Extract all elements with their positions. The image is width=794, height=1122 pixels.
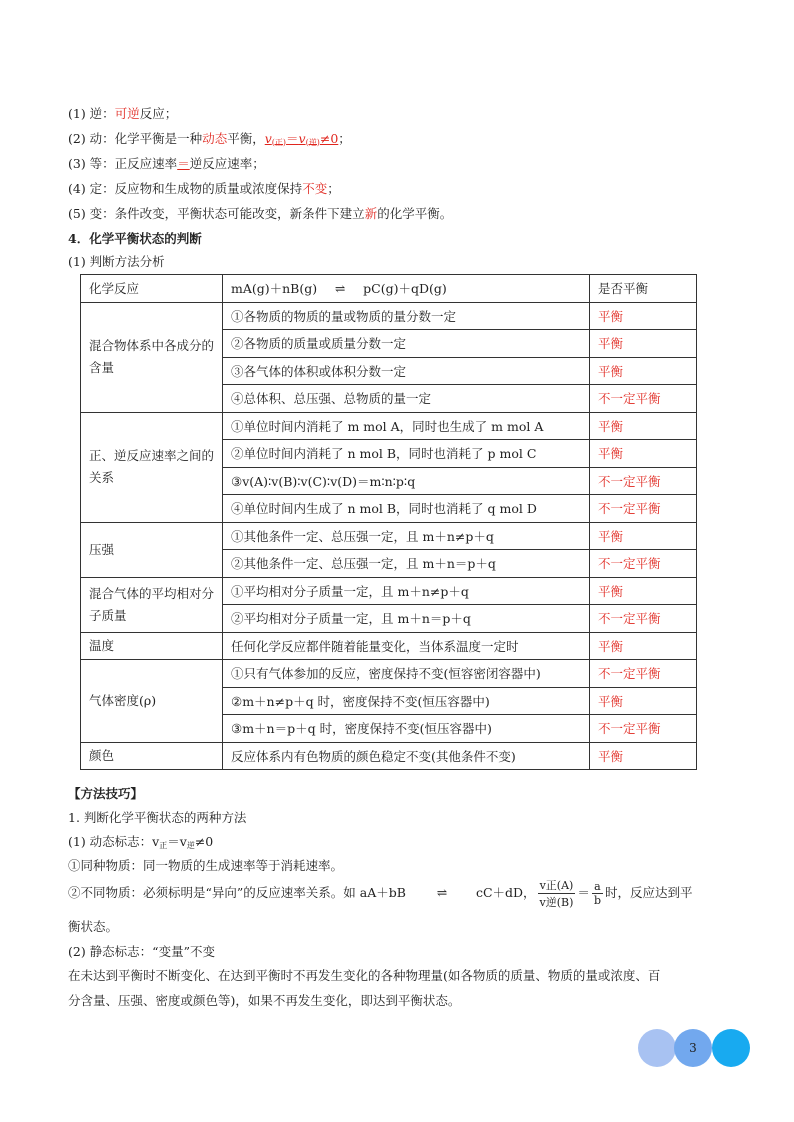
feature-line-4 (68, 179, 340, 197)
result-cell: 平衡 (590, 440, 697, 468)
subsection-heading: (1) 判断方法分析 (68, 254, 165, 269)
condition-cell: ④总体积、总压强、总物质的量一定 (223, 385, 590, 413)
feature-keyword: 可逆 (114, 106, 140, 121)
result-cell: 平衡 (590, 632, 697, 660)
condition-cell: ③m＋n＝p＋q 时，密度保持不变(恒压容器中) (223, 715, 590, 743)
tips-line-5: 衡状态。 (68, 919, 119, 934)
feature-text: 反应； (139, 106, 178, 121)
table-header-row (81, 275, 697, 303)
feature-text: ； (327, 181, 340, 196)
condition-cell: ①其他条件一定、总压强一定，且 m＋n≠p＋q (223, 522, 590, 550)
tips-line-1: 1. 判断化学平衡状态的两种方法 (68, 810, 247, 825)
tips-line-7: 在未达到平衡时不断变化、在达到平衡时不再发生变化的各种物理量(如各物质的质量、物质的量或浓度、百 (68, 968, 661, 983)
section-heading: 4．化学平衡状态的判断 (68, 231, 202, 246)
condition-cell: ①只有气体参加的反应，密度保持不变(恒容密闭容器中) (223, 660, 590, 688)
feature-keyword: 动态 (202, 131, 228, 146)
result-cell: 不一定平衡 (590, 385, 697, 413)
result-cell: 平衡 (590, 302, 697, 330)
tips-line-6: (2) 静态标志：“变量”不变 (68, 944, 215, 959)
feature-text: ； (338, 131, 351, 146)
table-row (81, 412, 697, 440)
feature-line-3 (68, 154, 265, 172)
feature-text: (2) 动：化学平衡是一种 (68, 131, 203, 146)
category-cell: 压强 (81, 522, 223, 577)
category-cell: 气体密度(ρ) (81, 660, 223, 743)
tips-line-2: (1) 动态标志：$v_正=v_逆\ne 0$ (68, 834, 214, 850)
category-cell: 正、逆反应速率之间的关系 (81, 412, 223, 522)
table-row (81, 522, 697, 550)
decor-circle (712, 1029, 750, 1067)
decor-circle (638, 1029, 676, 1067)
result-cell: 平衡 (590, 412, 697, 440)
condition-cell: ②各物质的质量或质量分数一定 (223, 330, 590, 358)
result-cell: 平衡 (590, 357, 697, 385)
table-row (81, 577, 697, 605)
condition-cell: ②平均相对分子质量一定，且 m＋n＝p＋q (223, 605, 590, 633)
condition-cell: ①单位时间内消耗了 m mol A，同时也生成了 m mol A (223, 412, 590, 440)
result-cell: 不一定平衡 (590, 660, 697, 688)
feature-line-2 (68, 129, 351, 148)
result-cell: 平衡 (590, 330, 697, 358)
header-reaction: 化学反应 (81, 275, 223, 303)
result-cell: 平衡 (590, 687, 697, 715)
feature-text: (5) 变：条件改变，平衡状态可能改变，新条件下建立 (68, 206, 365, 221)
condition-cell: 任何化学反应都伴随着能量变化，当体系温度一定时 (223, 632, 590, 660)
result-cell: 不一定平衡 (590, 550, 697, 578)
category-cell: 混合气体的平均相对分子质量 (81, 577, 223, 632)
condition-cell: ②其他条件一定、总压强一定，且 m＋n＝p＋q (223, 550, 590, 578)
feature-keyword: 不变 (302, 181, 328, 196)
condition-cell: ①各物质的物质的量或物质的量分数一定 (223, 302, 590, 330)
table-row (81, 632, 697, 660)
equilibrium-judgement-table (80, 274, 697, 770)
feature-text: (4) 定：反应物和生成物的质量或浓度保持 (68, 181, 303, 196)
condition-cell: 反应体系内有色物质的颜色稳定不变(其他条件不变) (223, 742, 590, 770)
table-row (81, 660, 697, 688)
condition-cell: ④单位时间内生成了 n mol B，同时也消耗了 q mol D (223, 495, 590, 523)
result-cell: 平衡 (590, 522, 697, 550)
header-result: 是否平衡 (590, 275, 697, 303)
rate-equation: $v_{(正)}=v_{(逆)}\ne 0$ (264, 131, 339, 147)
category-cell: 颜色 (81, 742, 223, 770)
category-cell: 温度 (81, 632, 223, 660)
table-row (81, 302, 697, 330)
result-cell: 平衡 (590, 577, 697, 605)
condition-cell: ①平均相对分子质量一定，且 m＋n≠p＋q (223, 577, 590, 605)
feature-keyword: ＝ (177, 156, 190, 171)
feature-text: 逆反应速率； (189, 156, 265, 171)
feature-text: 平衡， (227, 131, 265, 146)
condition-cell: ②单位时间内消耗了 n mol B，同时也消耗了 p mol C (223, 440, 590, 468)
feature-keyword: 新 (364, 206, 378, 221)
page-number: 3 (689, 1041, 697, 1055)
result-cell: 不一定平衡 (590, 495, 697, 523)
result-cell: 不一定平衡 (590, 605, 697, 633)
result-cell: 不一定平衡 (590, 715, 697, 743)
feature-text: (3) 等：正反应速率 (68, 156, 178, 171)
tips-heading: 【方法技巧】 (68, 786, 144, 801)
table-row (81, 742, 697, 770)
condition-cell: ③v(A)∶v(B)∶v(C)∶v(D)＝m∶n∶p∶q (223, 467, 590, 495)
condition-cell: ②m＋n≠p＋q 时，密度保持不变(恒压容器中) (223, 687, 590, 715)
feature-text: (1) 逆： (68, 106, 115, 121)
feature-line-1 (68, 104, 177, 122)
condition-cell: ③各气体的体积或体积分数一定 (223, 357, 590, 385)
result-cell: 平衡 (590, 742, 697, 770)
category-cell: 混合物体系中各成分的含量 (81, 302, 223, 412)
tips-line-8: 分含量、压强、密度或颜色等)，如果不再发生变化，即达到平衡状态。 (68, 993, 461, 1008)
tips-line-3: ①同种物质：同一物质的生成速率等于消耗速率。 (68, 858, 344, 873)
result-cell: 不一定平衡 (590, 467, 697, 495)
header-equation: mA(g)＋nB(g) ⇌ pC(g)＋qD(g) (223, 275, 590, 303)
tips-line-4: ②不同物质：必须标明是“异向”的反应速率关系。如 aA＋bB ⇌ cC＋dD， $\frac{\text{v正(A)}}{\text{v逆(B)}}$ ＝ $\frac{a}{b}$ 时，反应达到平 (68, 879, 693, 909)
feature-line-5 (68, 204, 452, 222)
feature-text: 的化学平衡。 (377, 206, 453, 221)
